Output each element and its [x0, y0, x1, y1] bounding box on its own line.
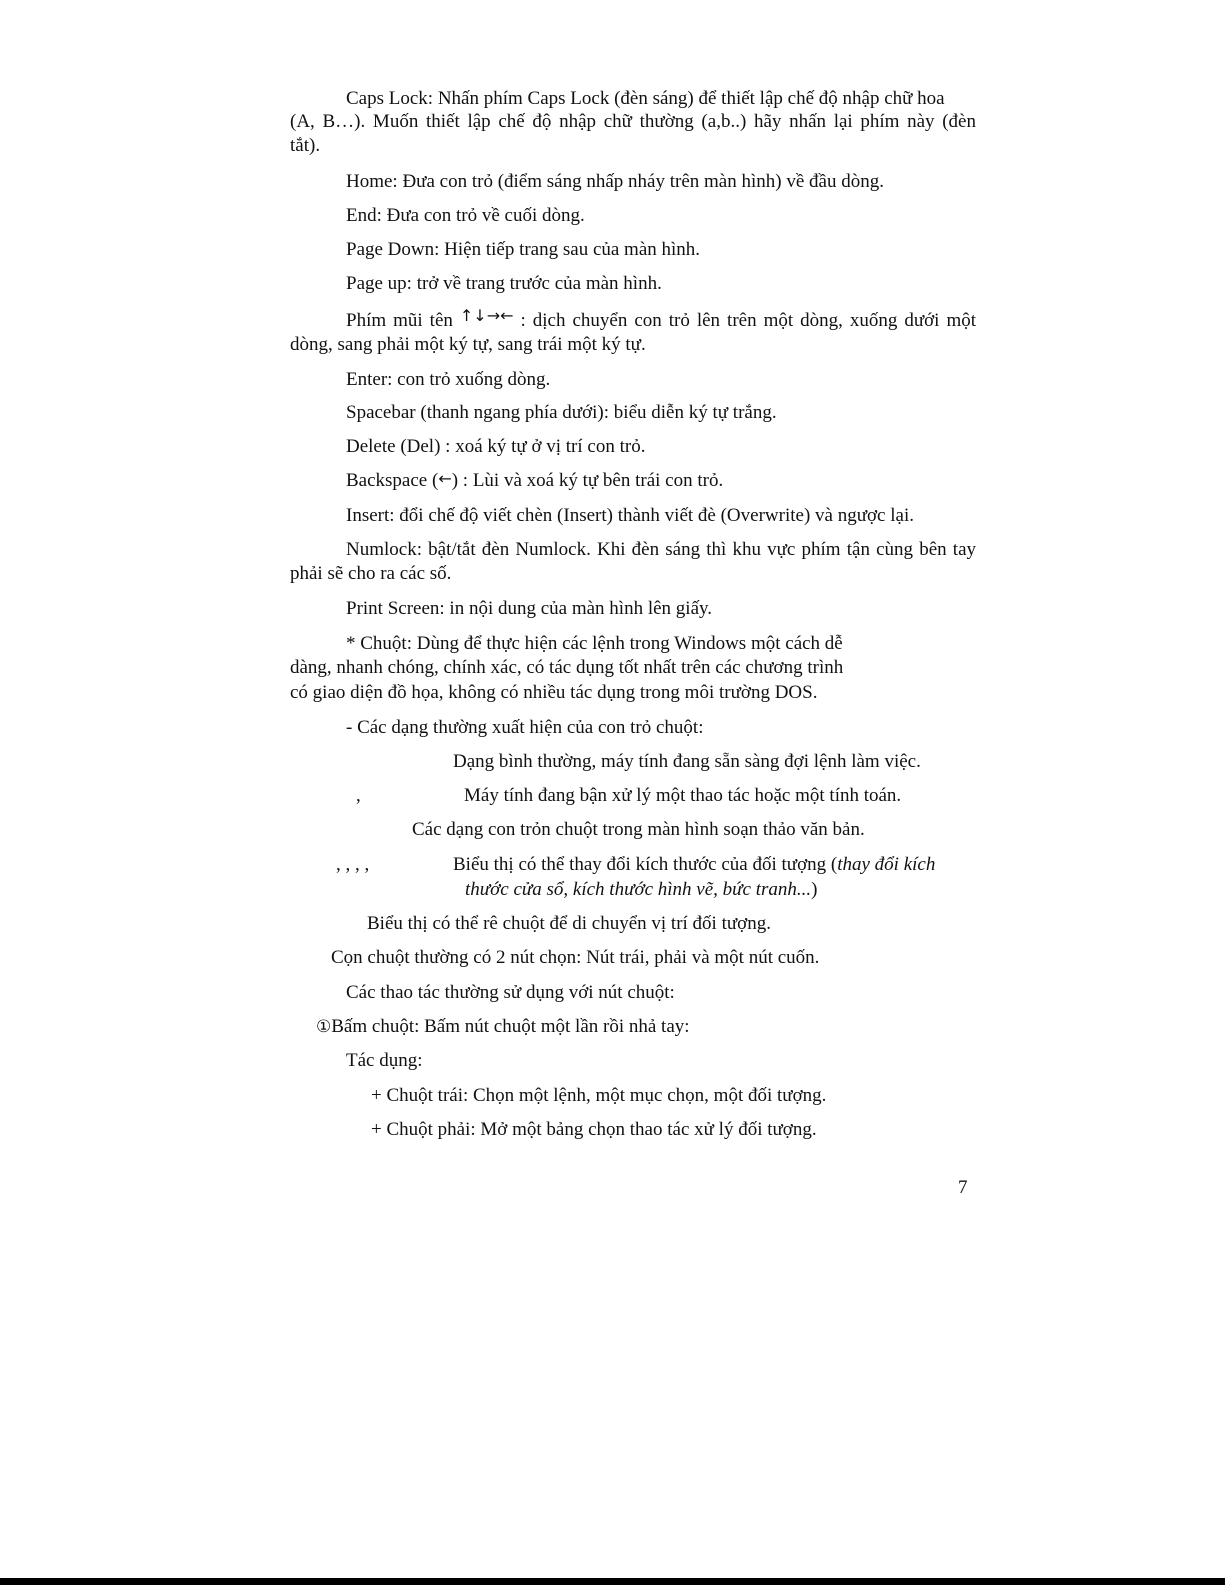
cursor-normal-text: Dạng bình thường, máy tính đang sẵn sàng đợi lệnh làm việc.	[453, 751, 921, 772]
arrow-keys-description: : dịch chuyển con trỏ lên trên một dòng, xuống dưới một	[520, 310, 977, 331]
caps-lock-line-2: (A, B…). Muốn thiết lập chế độ nhập chữ thường (a,b..) hãy nhấn lại phím này (đèn	[290, 111, 976, 132]
left-click-text: + Chuột trái: Chọn một lệnh, một mục chọn, một đối tượng.	[371, 1085, 827, 1106]
page-down-key-text: Page Down: Hiện tiếp trang sau của màn hình.	[346, 239, 701, 260]
caps-lock-line-3: tắt).	[290, 135, 321, 156]
numlock-line-1: Numlock: bật/tắt đèn Numlock. Khi đèn sáng thì khu vực phím tận cùng bên tay	[346, 539, 976, 560]
cursor-resize-line-2	[465, 878, 817, 901]
bottom-border	[0, 1578, 1225, 1585]
right-click-text: + Chuột phải: Mở một bảng chọn thao tác xử lý đối tượng.	[371, 1119, 817, 1140]
cursor-move-text: Biểu thị có thể rê chuột để di chuyển vị trí đối tượng.	[367, 913, 771, 934]
page-up-key-text: Page up: trở về trang trước của màn hình.	[346, 273, 662, 294]
backspace-description: ) : Lùi và xoá ký tự bên trái con trỏ.	[451, 470, 724, 491]
cursor-forms-heading: - Các dạng thường xuất hiện của con trỏ chuột:	[346, 717, 704, 738]
cursor-busy-separator: ,	[356, 785, 361, 806]
enter-key-text: Enter: con trỏ xuống dòng.	[346, 369, 551, 390]
end-key-text: End: Đưa con trỏ về cuối dòng.	[346, 205, 585, 226]
mouse-line-1: * Chuột: Dùng để thực hiện các lệnh trong Windows một cách dễ	[346, 633, 843, 654]
arrow-keys-label: Phím mũi tên	[346, 310, 453, 331]
cursor-text-forms: Các dạng con trỏn chuột trong màn hình soạn thảo văn bản.	[412, 819, 865, 840]
delete-key-text: Delete (Del) : xoá ký tự ở vị trí con trỏ.	[346, 436, 646, 457]
arrow-keys-line-2: dòng, sang phải một ký tự, sang trái một ký tự.	[290, 334, 646, 355]
click-description: Bấm chuột: Bấm nút chuột một lần rồi nhả tay:	[331, 1016, 690, 1037]
caps-lock-line-1: Caps Lock: Nhấn phím Caps Lock (đèn sáng) để thiết lập chế độ nhập chữ hoa	[346, 88, 945, 109]
mouse-line-3: có giao diện đồ họa, không có nhiều tác dụng trong môi trường DOS.	[290, 682, 818, 703]
backspace-label: Backspace (	[346, 470, 439, 491]
left-arrow-icon: ←	[438, 469, 452, 488]
numlock-line-2: phải sẽ cho ra các số.	[290, 563, 452, 584]
cursor-resize-line-1	[453, 853, 935, 876]
cursor-resize-example-1: thay đổi kích	[837, 854, 936, 875]
print-screen-key-text: Print Screen: in nội dung của màn hình lên giấy.	[346, 598, 713, 619]
circled-one-icon: ①	[316, 1017, 332, 1037]
cursor-resize-separators: , , , ,	[336, 854, 370, 875]
cursor-resize-close: )	[811, 879, 818, 900]
mouse-operations-heading: Các thao tác thường sử dụng với nút chuột:	[346, 982, 675, 1003]
backspace-key-text	[346, 469, 723, 492]
click-text	[316, 1015, 690, 1039]
cursor-resize-description: Biểu thị có thể thay đổi kích thước của đối tượng (	[453, 854, 838, 875]
insert-key-text: Insert: đổi chế độ viết chèn (Insert) thành viết đè (Overwrite) và ngược lại.	[346, 505, 914, 526]
spacebar-key-text: Spacebar (thanh ngang phía dưới): biểu diễn ký tự trắng.	[346, 402, 777, 423]
arrow-keys-icon: ↑↓→←	[459, 306, 514, 325]
cursor-resize-example-2: thước cửa sổ, kích thước hình vẽ, bức tranh...	[465, 879, 812, 900]
effect-heading: Tác dụng:	[346, 1050, 423, 1071]
cursor-busy-text: Máy tính đang bận xử lý một thao tác hoặc một tính toán.	[464, 785, 902, 806]
mouse-line-2: dàng, nhanh chóng, chính xác, có tác dụng tốt nhất trên các chương trình	[290, 657, 844, 678]
arrow-keys-line-1	[346, 306, 977, 332]
mouse-buttons-text: Cọn chuột thường có 2 nút chọn: Nút trái, phải và một nút cuốn.	[331, 947, 820, 968]
home-key-text: Home: Đưa con trỏ (điểm sáng nhấp nháy trên màn hình) về đầu dòng.	[346, 171, 884, 192]
page-number: 7	[958, 1177, 968, 1198]
